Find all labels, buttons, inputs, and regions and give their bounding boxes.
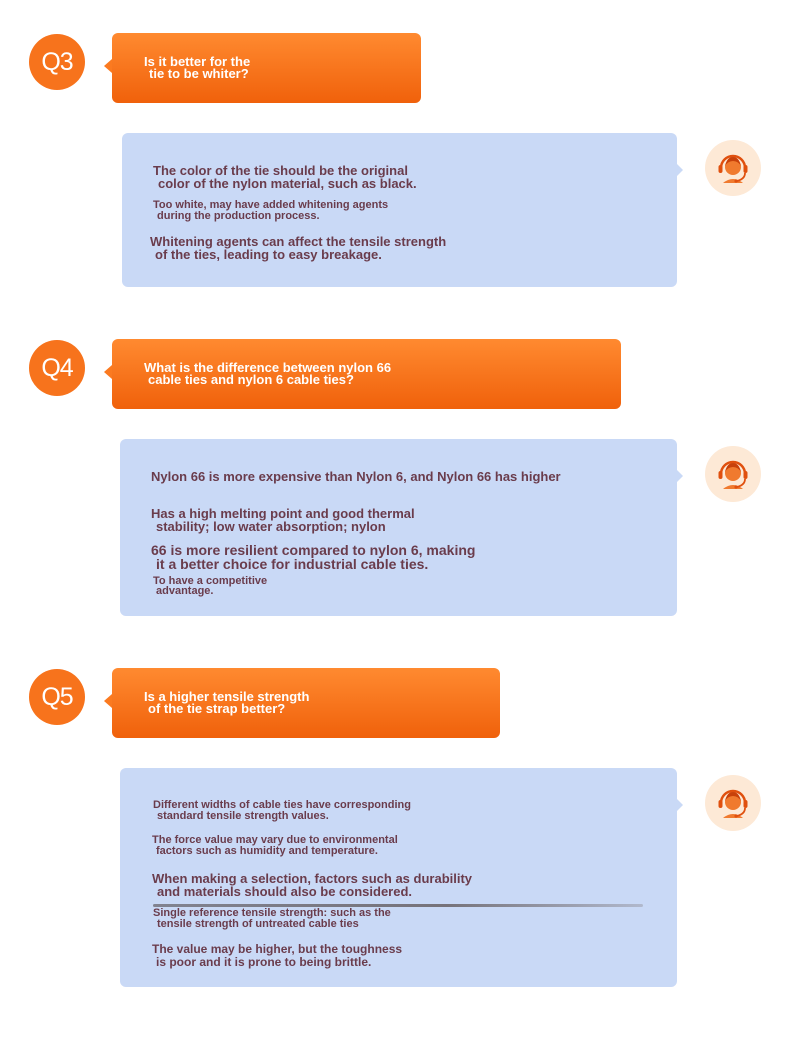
q4-answer-line-3: stability; low water absorption; nylon (156, 519, 386, 534)
q3-question-line-1: Is it better for the (144, 54, 251, 69)
q3-answer-line-5: Whitening agents can affect the tensile strength (150, 234, 447, 249)
q5-answer-pointer (677, 799, 683, 811)
q5-answer-line-4: factors such as humidity and temperature. (156, 845, 378, 857)
customer-service-headset-icon (705, 446, 761, 502)
q4-question-line-1: What is the difference between nylon 66 (144, 360, 392, 375)
q5-answer-line-9: The value may be higher, but the toughness (152, 942, 403, 956)
q4-badge: Q4 (29, 340, 85, 396)
q5-question-line-1: Is a higher tensile strength (144, 689, 310, 704)
q5-answer-line-8: tensile strength of untreated cable ties (157, 918, 359, 930)
q5-question-line-2: of the tie strap better? (148, 701, 286, 716)
q4-answer-line-5: it a better choice for industrial cable ties. (156, 556, 429, 572)
q4-answer-line-1: Nylon 66 is more expensive than Nylon 6, and Nylon 66 has higher (151, 469, 561, 484)
q5-answer-line-5: When making a selection, factors such as durability (152, 871, 473, 886)
smudge-line-decoration (153, 904, 643, 907)
customer-service-headset-icon (705, 775, 761, 831)
q4-question-line-2: cable ties and nylon 6 cable ties? (148, 372, 354, 387)
customer-service-headset-icon (705, 140, 761, 196)
q5-answer-line-2: standard tensile strength values. (157, 810, 329, 822)
q5-question-bubble (112, 668, 500, 738)
q3-answer-box (122, 133, 677, 287)
q4-answer-line-6: To have a competitive (153, 575, 268, 587)
q4-question-bubble (112, 339, 621, 409)
q3-badge: Q3 (29, 34, 85, 90)
q3-answer-line-4: during the production process. (157, 210, 320, 222)
q3-question-bubble (112, 33, 421, 103)
q5-answer-line-3: The force value may vary due to environmental (152, 834, 398, 846)
q4-answer-line-2: Has a high melting point and good thermal (151, 506, 415, 521)
q5-answer-box (120, 768, 677, 987)
q5-answer-line-6: and materials should also be considered. (157, 884, 413, 899)
q3-answer-pointer (677, 164, 683, 176)
q5-answer-line-10: is poor and it is prone to being brittle. (156, 955, 372, 969)
q3-answer-line-1: The color of the tie should be the original (153, 163, 408, 178)
q5-answer-line-7: Single reference tensile strength: such as the (153, 907, 391, 919)
q4-answer-box (120, 439, 677, 616)
q4-answer-line-7: advantage. (156, 585, 214, 597)
q3-answer-line-2: color of the nylon material, such as black. (158, 176, 417, 191)
q3-answer-line-3: Too white, may have added whitening agents (153, 199, 389, 211)
q3-question-line-2: tie to be whiter? (149, 66, 249, 81)
q4-answer-line-4: 66 is more resilient compared to nylon 6, making (151, 542, 476, 558)
q4-answer-pointer (677, 470, 683, 482)
q5-answer-line-1: Different widths of cable ties have corresponding (153, 799, 411, 811)
q3-answer-line-6: of the ties, leading to easy breakage. (155, 247, 382, 262)
q5-badge: Q5 (29, 669, 85, 725)
